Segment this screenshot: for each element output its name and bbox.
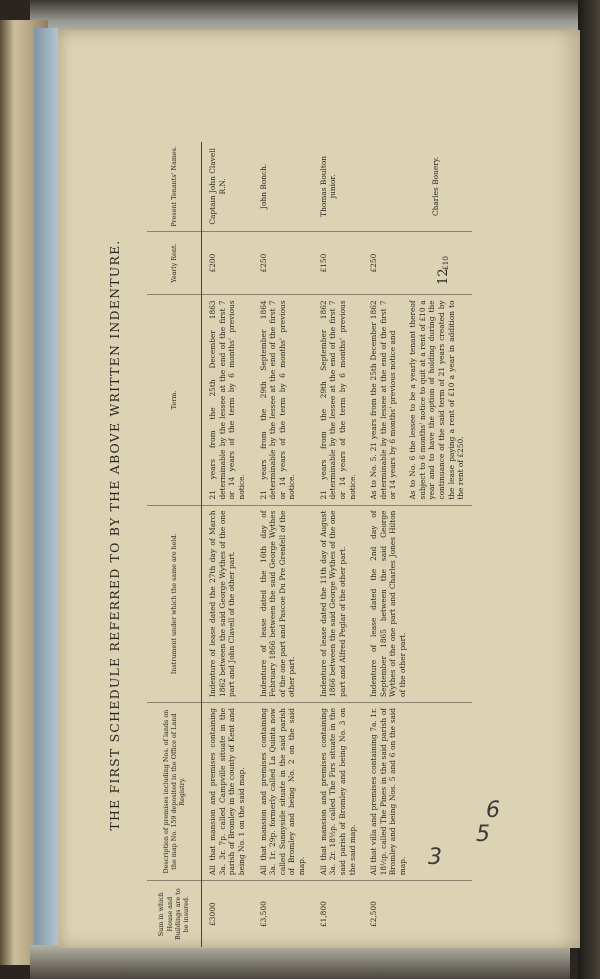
cell-sum: £3,500 [253, 881, 313, 947]
cell-tenant: John Bonch. [258, 163, 268, 209]
term-text: 21 years from the 25th December 1863 determinable by the lessee at the end of the first 7 or 14 years of the term by 6 months' previous notice. [208, 300, 246, 500]
tenant-name-extra: Charles Bouery. [431, 156, 441, 217]
table-row [313, 142, 364, 947]
header-row [147, 142, 202, 947]
schedule-title: THE FIRST SCHEDULE REFERRED TO BY THE ABOVE WRITTEN INDENTURE. [107, 239, 122, 831]
cell-rent: £250 [253, 231, 313, 295]
header-sum: Sum in which House and Buildings are to be insured. [147, 881, 202, 947]
document-page [58, 30, 580, 948]
term-text-extra: As to No. 6 the lessee to be a yearly tenant thereof subject to 6 months' notice to quit at a rent of £10 a year and to have the option of holding during the continuance of the said term of 21 years created by the lease paying a rent of £10 a year in addition to the rent of £250. [408, 300, 466, 500]
cell-description: All that villa and premises containing 7a. 1r. 18½p. called The Pines in the said parish of Bromley and being Nos. 5 and 6 on the said map. [363, 702, 472, 880]
cell-instrument: Indenture of lease dated the 27th day of March 1862 between the said George Wythes of the one part and John Clavell of the other part. [202, 505, 253, 702]
cell-tenant: Captain John Clavell R.N. [208, 148, 227, 225]
cell-rent: £150 [313, 231, 364, 295]
header-rent: Yearly Rent. [147, 231, 202, 295]
pencil-mark: 6 [486, 798, 500, 823]
cell-sum: £2,500 [363, 881, 472, 947]
cell-rent [363, 231, 472, 295]
cell-term [253, 295, 313, 505]
cell-sum: £1,800 [313, 881, 364, 947]
cell-tenant [363, 142, 472, 231]
cell-instrument: Indenture of lease dated the 2nd day of September 1865 between the said George Wythes of the one part and Charles Jones Hilton of the other part. [363, 505, 472, 702]
rent-value-extra: £10 [440, 256, 450, 271]
term-text: As to No. 5. 21 years from the 25th December 1862 determinable by the lessee at the end of the first 7 or 14 years by 6 months' previous notice and [369, 300, 398, 500]
pencil-mark: 5 [476, 822, 490, 847]
cell-description: All that mansion and premises containing 3a. 2r. 18½p. called The Firs situate in the said parish of Bromley and being No. 3 on the said map. [313, 702, 364, 880]
table-row [202, 142, 253, 947]
cell-instrument: Indenture of lease dated the 16th day of February 1866 between the said George Wythes of the one part and Pascoe Du Pre Grenfell of the other part. [253, 505, 313, 702]
page-number: 12 [436, 268, 451, 285]
header-term: Term. [147, 295, 202, 505]
cell-term [313, 295, 364, 505]
cell-description: All that mansion and premises containing 3a. 1r. 29p. formerly called La Quinta now called Sunnyside situate in the said parish of Bromley and being No. 2 on the said map. [253, 702, 313, 880]
cell-term [202, 295, 253, 505]
cell-instrument: Indenture of lease dated the 11th day of August 1866 between the said George Wythes of the one part and Alfred Peglar of the other part. [313, 505, 364, 702]
schedule-table [147, 142, 472, 947]
pencil-mark: 3 [428, 845, 442, 870]
rotated-schedule [91, 105, 561, 965]
header-instrument: Instrument under which the same are held. [147, 505, 202, 702]
term-text: 21 years from the 29th September 1864 determinable by the lessee at the end of the first 7 or 14 years of the term by 6 months' previous notice. [258, 300, 297, 500]
cell-description: All that mansion and premises containing 3a. 3r. 7p. called Campville situate in the parish of Bromley in the county of Kent and being No. 1 on the said map. [202, 702, 253, 880]
rent-value: £250 [369, 253, 379, 273]
cell-tenant: Thomas Boulton junior. [318, 155, 338, 217]
cell-rent: £200 [202, 231, 253, 295]
header-tenants: Present Tenants' Names. [147, 142, 202, 231]
book-spine [578, 0, 600, 979]
blue-edge-band [34, 28, 58, 953]
table-row [253, 142, 313, 947]
term-text: 21 years from the 29th September 1862 determinable by the lessee at the end of the first 7 or 14 years of the term by 6 months' previous notice. [318, 300, 357, 500]
header-description: Description of premises including Nos. of lands on the map No. 159 deposited in the Office of Land Registry. [147, 702, 202, 880]
table-row [363, 142, 472, 947]
cell-sum: £3000 [202, 881, 253, 947]
cell-term [363, 295, 472, 505]
